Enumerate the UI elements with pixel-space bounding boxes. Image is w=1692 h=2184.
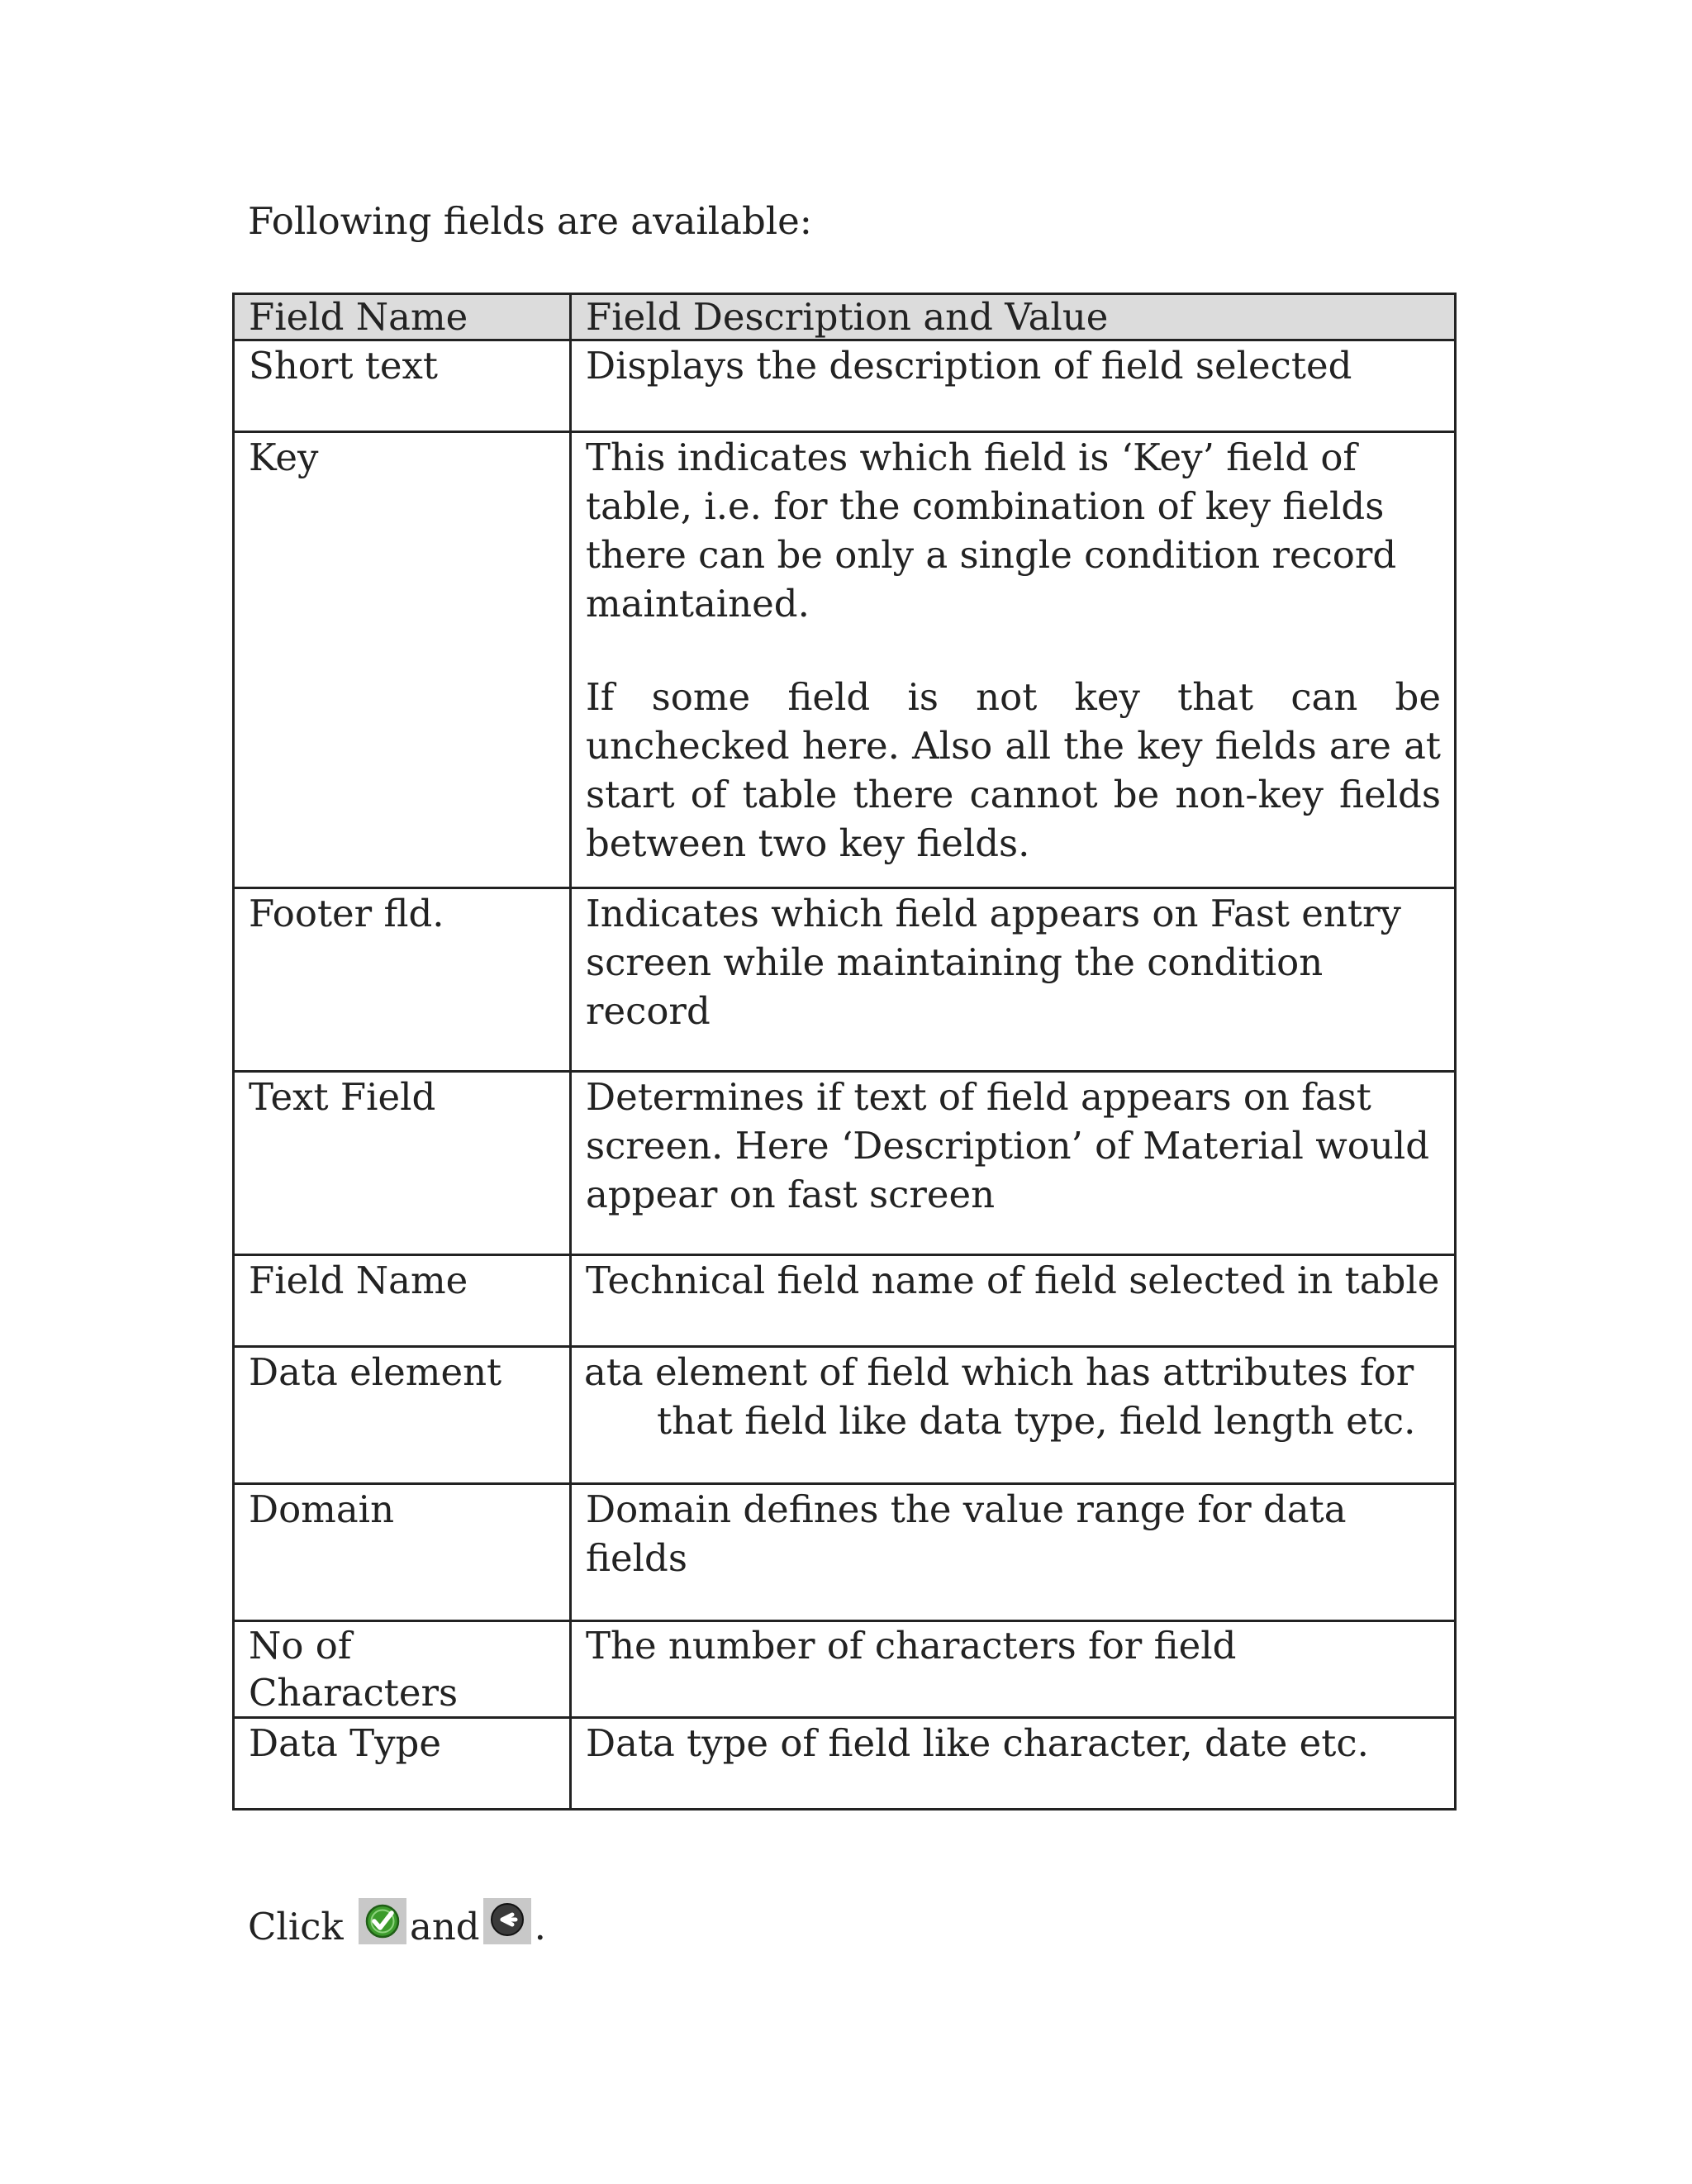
- table-row: [234, 432, 1456, 888]
- field-description-cell: [571, 340, 1456, 432]
- description-text: If some field is not key that can be unchecked here. Also all the key fields are at start of table there cannot be non-key fields between two key fields.: [586, 675, 1441, 865]
- field-description-cell: [571, 1621, 1456, 1718]
- field-name-cell: Short text: [234, 340, 571, 432]
- field-name-cell: No of Characters: [234, 1621, 571, 1718]
- sentence-period: .: [534, 1905, 546, 1948]
- description-text: Technical field name of field selected in table: [586, 1259, 1440, 1302]
- description-text: Displays the description of field selected: [586, 344, 1352, 388]
- click-word: Click: [248, 1905, 344, 1948]
- intro-text: Following fields are available:: [248, 199, 812, 243]
- field-name-cell: Footer fld.: [234, 888, 571, 1072]
- check-icon[interactable]: [359, 1898, 406, 1944]
- field-description-cell: [571, 432, 1456, 888]
- description-text: Domain defines the value range for data fields: [586, 1487, 1347, 1580]
- table-header-row: [234, 294, 1456, 340]
- field-description-cell: [571, 888, 1456, 1072]
- field-name-cell: Domain: [234, 1484, 571, 1621]
- column-header-description: Field Description and Value: [571, 294, 1456, 340]
- field-name-cell: Text Field: [234, 1072, 571, 1255]
- table-row: [234, 1484, 1456, 1621]
- field-description-cell: [571, 1718, 1456, 1810]
- table-row: [234, 1072, 1456, 1255]
- table-row: [234, 1255, 1456, 1347]
- description-text: ata element of field which has attributes for that field like data type, field length etc.: [584, 1350, 1416, 1443]
- back-arrow-icon[interactable]: [483, 1898, 531, 1944]
- description-text: Determines if text of field appears on fast screen. Here ‘Description’ of Material would appear on fast screen: [586, 1075, 1430, 1216]
- description-text: The number of characters for field: [586, 1624, 1237, 1668]
- fields-table: [232, 293, 1457, 1810]
- field-description-cell: [571, 1255, 1456, 1347]
- click-instruction: [248, 1898, 546, 1952]
- description-text: Indicates which field appears on Fast entry screen while maintaining the condition record: [586, 892, 1401, 1033]
- field-name-cell: Field Name: [234, 1255, 571, 1347]
- description-text: This indicates which field is ‘Key’ field of table, i.e. for the combination of key fields there can be only a single condition record maintained.: [586, 435, 1397, 626]
- table-row: [234, 340, 1456, 432]
- field-name-cell: Data element: [234, 1347, 571, 1484]
- table-row: [234, 1718, 1456, 1810]
- field-description-cell: [571, 1072, 1456, 1255]
- field-description-cell: [571, 1484, 1456, 1621]
- table-row: [234, 888, 1456, 1072]
- description-text: Data type of field like character, date etc.: [586, 1721, 1369, 1765]
- column-header-field-name: Field Name: [234, 294, 571, 340]
- field-name-cell: Data Type: [234, 1718, 571, 1810]
- field-name-cell: Key: [234, 432, 571, 888]
- and-word: and: [410, 1905, 480, 1948]
- table-row: [234, 1621, 1456, 1718]
- field-description-cell: [571, 1347, 1456, 1484]
- table-row: [234, 1347, 1456, 1484]
